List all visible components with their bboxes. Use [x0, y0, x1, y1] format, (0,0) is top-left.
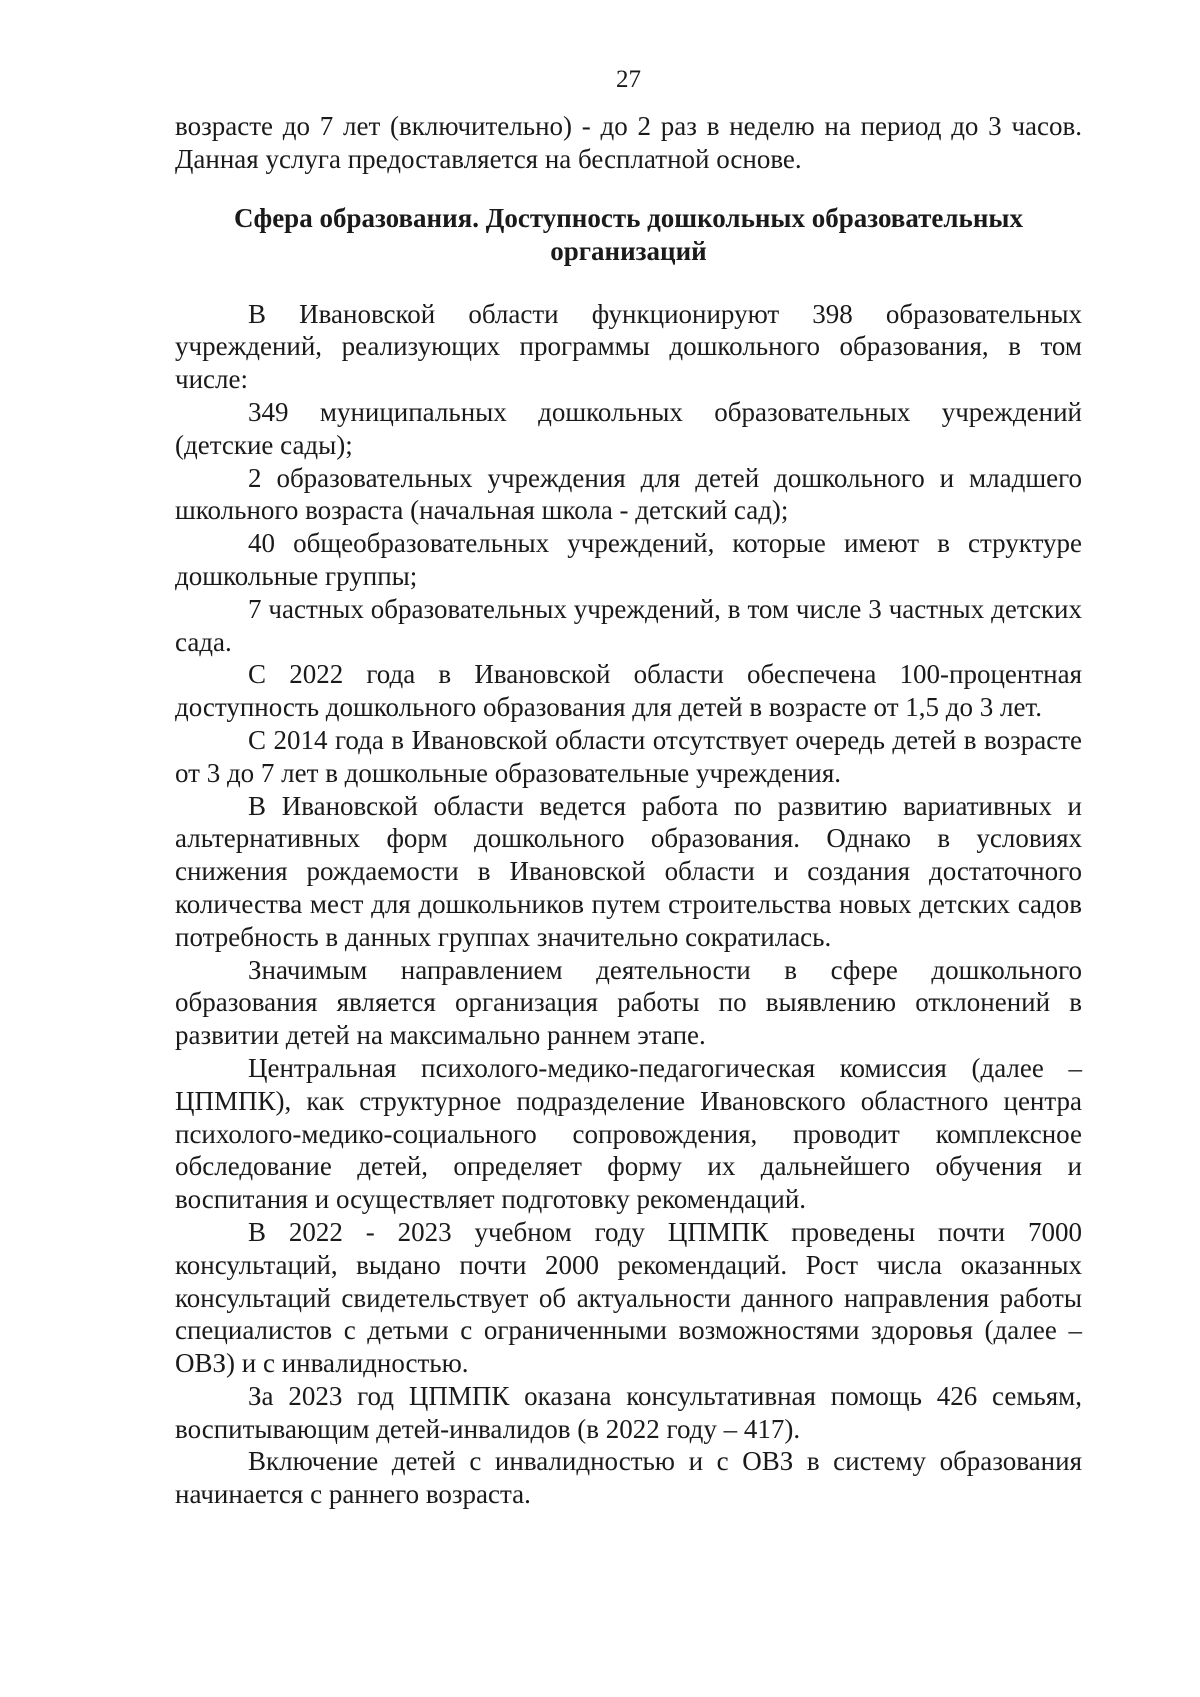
paragraph: 2 образовательных учреждения для детей дошкольного и младшего школьного возраста (начальная школа - детский сад);	[175, 462, 1082, 526]
paragraph: 349 муниципальных дошкольных образовательных учреждений (детские сады);	[175, 396, 1082, 460]
paragraph: За 2023 год ЦПМПК оказана консультативная помощь 426 семьям, воспитывающим детей-инвалидов (в 2022 году – 417).	[175, 1380, 1082, 1444]
paragraph: С 2014 года в Ивановской области отсутствует очередь детей в возрасте от 3 до 7 лет в дошкольные образовательные учреждения.	[175, 724, 1082, 788]
section-heading: Сфера образования. Доступность дошкольных образовательных организаций	[234, 202, 1023, 266]
paragraph: Значимым направлением деятельности в сфере дошкольного образования является организация работы по выявлению отклонений в развитии детей на максимально раннем этапе.	[175, 954, 1082, 1051]
paragraph: В Ивановской области ведется работа по развитию вариативных и альтернативных форм дошкольного образования. Однако в условиях снижения рождаемости в Ивановской области и создания достаточного количества мест для дошкольников путем строительства новых детских садов потребность в данных группах значительно сократилась.	[175, 790, 1082, 952]
document-page	[175, 64, 1082, 1511]
paragraph: В 2022 - 2023 учебном году ЦПМПК проведены почти 7000 консультаций, выдано почти 2000 рекомендаций. Рост числа оказанных консультаций свидетельствует об актуальности данного направления работы специалистов с детьми с ограниченными возможностями здоровья (далее – ОВЗ) и с инвалидностью.	[175, 1216, 1082, 1379]
paragraph-continuation: возрасте до 7 лет (включительно) - до 2 раз в неделю на период до 3 часов. Данная услуга предоставляется на бесплатной основе.	[175, 111, 1082, 174]
paragraph: 7 частных образовательных учреждений, в том числе 3 частных детских сада.	[175, 593, 1082, 657]
page-number: 27	[616, 66, 641, 93]
paragraph: В Ивановской области функционируют 398 образовательных учреждений, реализующих программы дошкольного образования, в том числе:	[175, 298, 1082, 395]
paragraph: С 2022 года в Ивановской области обеспечена 100-процентная доступность дошкольного образования для детей в возрасте от 1,5 до 3 лет.	[175, 659, 1082, 723]
paragraph: Центральная психолого-медико-педагогическая комиссия (далее – ЦПМПК), как структурное подразделение Ивановского областного центра психолого-медико-социального сопровождения, проводит комплексное обследование детей, определяет форму их дальнейшего обучения и воспитания и осуществляет подготовку рекомендаций.	[175, 1052, 1082, 1215]
paragraph: Включение детей с инвалидностью и с ОВЗ в систему образования начинается с раннего возраста.	[175, 1446, 1082, 1510]
paragraph: 40 общеобразовательных учреждений, которые имеют в структуре дошкольные группы;	[175, 528, 1082, 591]
